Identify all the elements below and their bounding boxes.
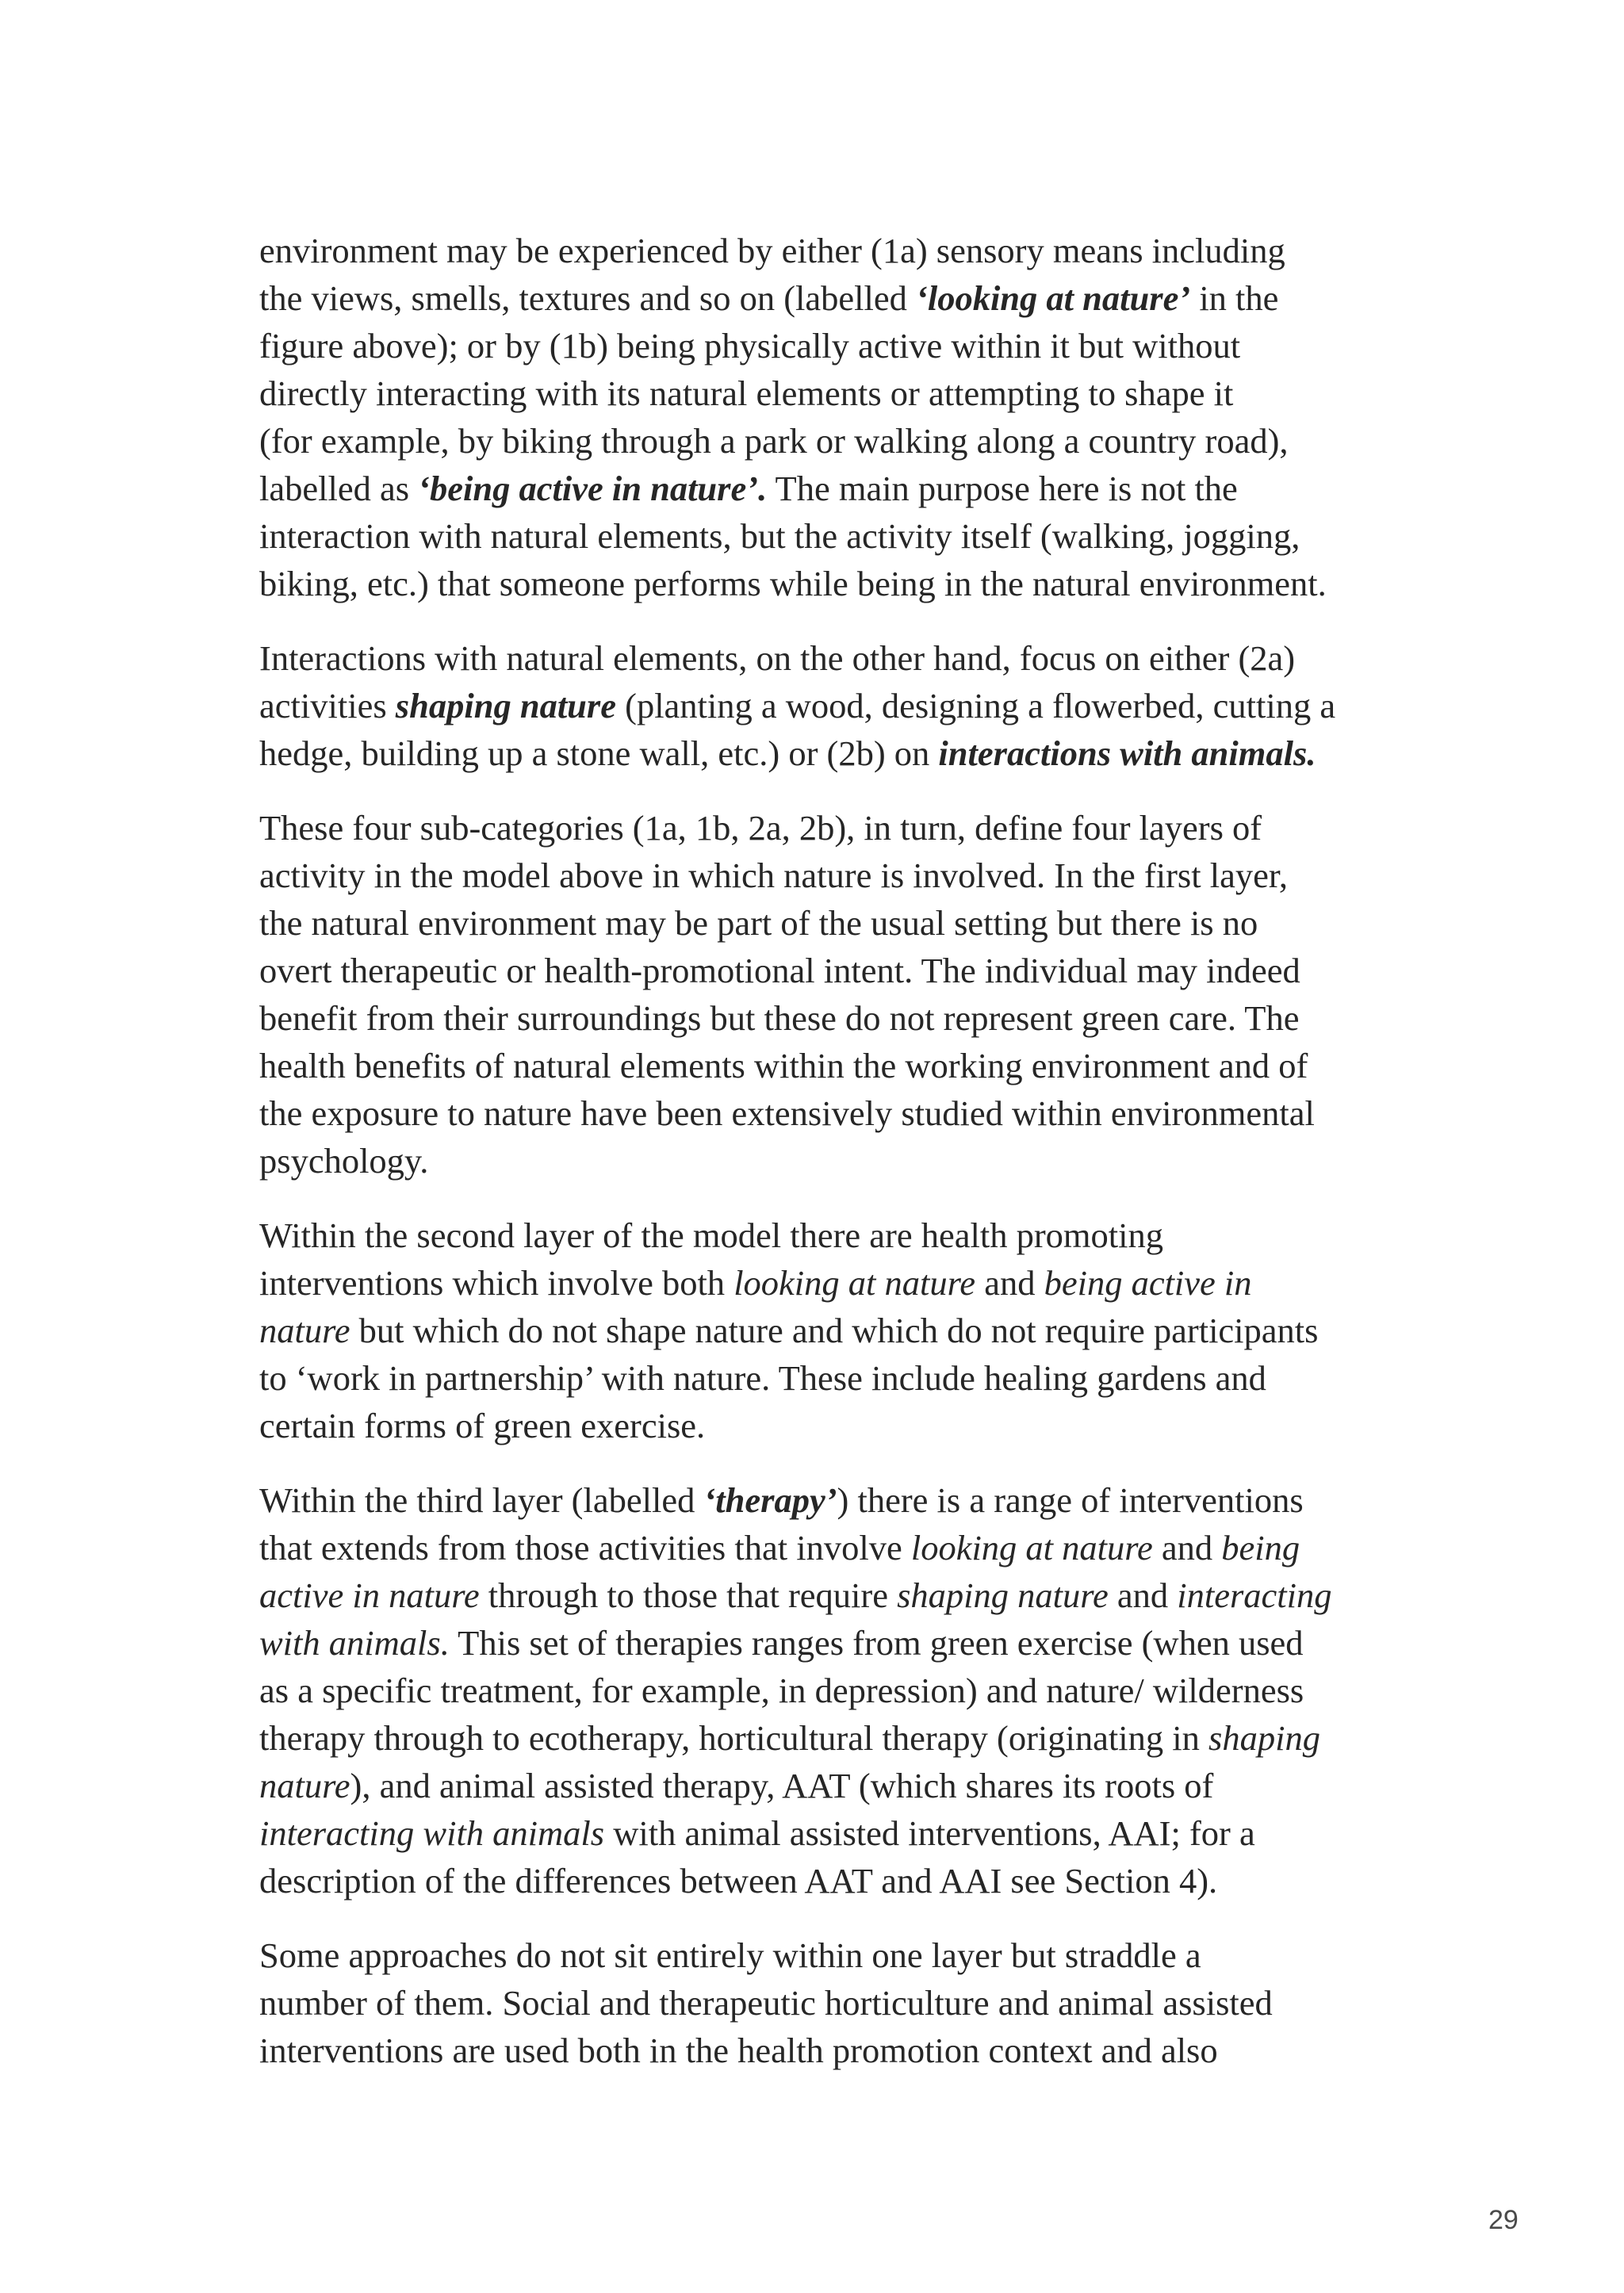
emphasis-italic: being active in: [1044, 1263, 1252, 1303]
text-line: [259, 682, 1417, 729]
text-run: This set of therapies ranges from green exercise (when used: [449, 1623, 1304, 1663]
text-line: [259, 1714, 1417, 1762]
text-run: that extends from those activities that involve: [259, 1528, 911, 1568]
text-run: as a specific treatment, for example, in depression) and nature/ wilderness: [259, 1671, 1304, 1710]
emphasis-bold: [916, 278, 1190, 318]
paragraph-2: [259, 634, 1417, 777]
text-line: [259, 1042, 1417, 1089]
text-run: biking, etc.) that someone performs while being in the natural environment.: [259, 564, 1327, 603]
text-line: [259, 1212, 1417, 1259]
text-run: with animal assisted interventions, AAI; for a: [604, 1813, 1255, 1853]
text-line: [259, 465, 1417, 512]
text-line: [259, 1571, 1417, 1619]
text-line: [259, 417, 1417, 465]
text-run: description of the differences between AAT and AAI see Section 4).: [259, 1861, 1218, 1901]
paragraph-5: [259, 1476, 1417, 1904]
paragraph-6: [259, 1931, 1417, 2074]
text-run: activities: [259, 686, 396, 725]
text-run: Within the third layer (labelled: [259, 1480, 704, 1520]
text-run: health benefits of natural elements within the working environment and of: [259, 1046, 1308, 1085]
emphasis-bold-italic: ‘looking at nature’: [916, 278, 1191, 318]
text-run: ) there is a range of interventions: [837, 1480, 1304, 1520]
text-run: The main purpose here is not the: [767, 469, 1238, 508]
text-line: [259, 227, 1417, 274]
text-line: [259, 1979, 1417, 2027]
text-line: [259, 512, 1417, 560]
text-line: [259, 1354, 1417, 1402]
emphasis-bold-italic: ‘therapy’: [703, 1480, 837, 1520]
emphasis-italic: interacting with animals: [259, 1813, 605, 1853]
text-line: [259, 2027, 1417, 2074]
text-run: labelled as: [259, 469, 419, 508]
text-run: but which do not shape nature and which do not require participants: [350, 1311, 1319, 1350]
text-line: [259, 1619, 1417, 1667]
text-run: interaction with natural elements, but the activity itself (walking, jogging,: [259, 516, 1300, 556]
text-run: ), and animal assisted therapy, AAT (which shares its roots of: [350, 1766, 1214, 1805]
emphasis-italic: looking at nature: [910, 1528, 1153, 1568]
emphasis-italic: with animals.: [259, 1623, 450, 1663]
paragraph-1: [259, 227, 1417, 607]
text-run: figure above); or by (1b) being physically active within it but without: [259, 326, 1241, 366]
emphasis-italic: looking at nature: [733, 1263, 976, 1303]
text-run: in the: [1190, 278, 1279, 318]
text-line: [259, 729, 1417, 777]
text-run: These four sub-categories (1a, 1b, 2a, 2b), in turn, define four layers of: [259, 808, 1262, 848]
text-run: benefit from their surroundings but these do not represent green care. The: [259, 998, 1300, 1038]
text-run: overt therapeutic or health-promotional intent. The individual may indeed: [259, 951, 1300, 990]
emphasis-bold-italic: ‘being active in nature’.: [418, 469, 768, 508]
text-line: [259, 1667, 1417, 1714]
text-line: [259, 1476, 1417, 1524]
text-run: interventions which involve both: [259, 1263, 734, 1303]
emphasis-bold-italic: interactions with animals.: [938, 733, 1316, 773]
text-line: [259, 1259, 1417, 1307]
text-run: the views, smells, textures and so on (labelled: [259, 278, 917, 318]
emphasis-bold: [418, 469, 767, 508]
emphasis-italic: interacting: [1177, 1575, 1332, 1615]
text-line: [259, 804, 1417, 852]
text-line: [259, 1931, 1417, 1979]
text-line: [259, 1402, 1417, 1449]
text-run: environment may be experienced by either (1a) sensory means including: [259, 231, 1285, 270]
text-run: activity in the model above in which nature is involved. In the first layer,: [259, 856, 1289, 895]
text-line: [259, 369, 1417, 417]
text-run: and: [1152, 1528, 1222, 1568]
text-run: psychology.: [259, 1141, 429, 1181]
text-run: certain forms of green exercise.: [259, 1406, 706, 1445]
text-run: (for example, by biking through a park or walking along a country road),: [259, 421, 1289, 461]
text-line: [259, 1307, 1417, 1354]
emphasis-italic: nature: [259, 1766, 350, 1805]
text-line: [259, 1089, 1417, 1137]
text-run: (planting a wood, designing a flowerbed, cutting a: [616, 686, 1336, 725]
emphasis-italic: shaping nature: [897, 1575, 1109, 1615]
text-run: to ‘work in partnership’ with nature. These include healing gardens and: [259, 1358, 1266, 1398]
emphasis-bold: [703, 1480, 837, 1520]
paragraph-3: [259, 804, 1417, 1185]
text-run: Some approaches do not sit entirely within one layer but straddle a: [259, 1935, 1201, 1975]
paragraph-4: [259, 1212, 1417, 1449]
page-number: 29: [1488, 2205, 1519, 2235]
emphasis-bold: [396, 686, 616, 725]
emphasis-bold: [938, 733, 1316, 773]
text-line: [259, 1857, 1417, 1904]
text-run: directly interacting with its natural elements or attempting to shape it: [259, 373, 1234, 413]
text-line: [259, 947, 1417, 994]
text-line: [259, 1524, 1417, 1571]
text-run: number of them. Social and therapeutic horticulture and animal assisted: [259, 1983, 1273, 2023]
text-run: hedge, building up a stone wall, etc.) or (2b) on: [259, 733, 939, 773]
text-line: [259, 560, 1417, 607]
text-line: [259, 1762, 1417, 1809]
text-line: [259, 274, 1417, 322]
text-line: [259, 322, 1417, 369]
text-run: Interactions with natural elements, on the other hand, focus on either (2a): [259, 638, 1296, 678]
emphasis-bold-italic: shaping nature: [395, 686, 616, 725]
emphasis-italic: shaping: [1208, 1718, 1320, 1758]
text-run: interventions are used both in the health promotion context and also: [259, 2031, 1218, 2070]
text-run: and: [1108, 1575, 1178, 1615]
text-run: through to those that require: [479, 1575, 898, 1615]
text-line: [259, 852, 1417, 899]
text-run: Within the second layer of the model there are health promoting: [259, 1215, 1163, 1255]
emphasis-italic: being: [1221, 1528, 1300, 1568]
text-line: [259, 1137, 1417, 1185]
text-line: [259, 1809, 1417, 1857]
text-line: [259, 994, 1417, 1042]
body-text: [259, 227, 1417, 2101]
text-run: therapy through to ecotherapy, horticultural therapy (originating in: [259, 1718, 1209, 1758]
text-run: the exposure to nature have been extensively studied within environmental: [259, 1093, 1315, 1133]
text-run: and: [975, 1263, 1044, 1303]
text-line: [259, 899, 1417, 947]
text-line: [259, 634, 1417, 682]
emphasis-italic: active in nature: [259, 1575, 480, 1615]
emphasis-italic: nature: [259, 1311, 350, 1350]
text-run: the natural environment may be part of the usual setting but there is no: [259, 903, 1258, 943]
